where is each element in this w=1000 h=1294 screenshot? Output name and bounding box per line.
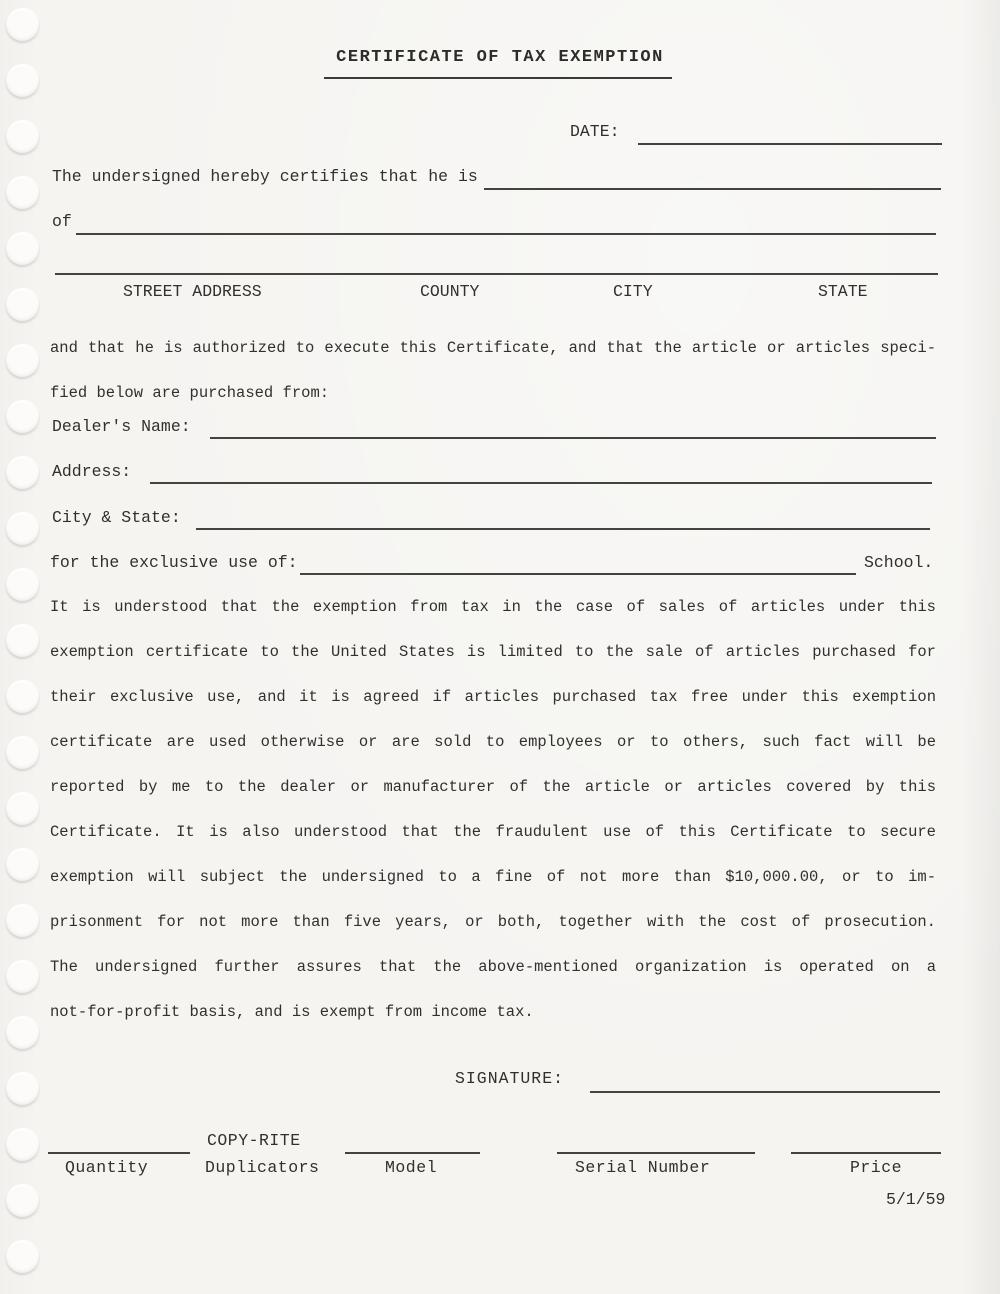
- body-line: It is understood that the exemption from tax in the case of sales of articles under this: [50, 598, 936, 616]
- body-line: reported by me to the dealer or manufacturer of the article or articles covered by this: [50, 778, 936, 796]
- price-label: Price: [850, 1158, 903, 1177]
- brand-name-line2: Duplicators: [205, 1158, 320, 1177]
- binder-hole: [6, 344, 39, 377]
- binder-hole: [6, 512, 39, 545]
- binder-hole: [6, 736, 39, 769]
- serial-blank-line: [557, 1152, 755, 1154]
- binder-hole: [6, 64, 39, 97]
- dealer-name-label: Dealer's Name:: [52, 417, 191, 436]
- binder-hole: [6, 792, 39, 825]
- body-line: not-for-profit basis, and is exempt from income tax.: [50, 1003, 534, 1021]
- body-line: certificate are used otherwise or are sold to employees or to others, such fact will be: [50, 733, 936, 751]
- binder-hole: [6, 176, 39, 209]
- binder-hole: [6, 1128, 39, 1161]
- binder-hole: [6, 848, 39, 881]
- exclusive-use-blank-line: [300, 573, 856, 575]
- dealer-name-blank-line: [210, 437, 936, 439]
- address-rule-line: [55, 273, 938, 275]
- binder-hole: [6, 1016, 39, 1049]
- of-label: of: [52, 212, 72, 231]
- quantity-blank-line: [48, 1152, 190, 1154]
- form-title: CERTIFICATE OF TAX EXEMPTION: [336, 48, 664, 67]
- body-line: their exclusive use, and it is agreed if articles purchased tax free under this exemption: [50, 688, 936, 706]
- binder-hole: [6, 568, 39, 601]
- binder-hole: [6, 120, 39, 153]
- binder-hole: [6, 232, 39, 265]
- brand-name-line1: COPY-RITE: [207, 1131, 301, 1150]
- certify-intro-text: The undersigned hereby certifies that he is: [52, 167, 478, 186]
- certify-blank-line: [484, 188, 941, 190]
- body-line: exemption will subject the undersigned to a fine of not more than $10,000.00, or to im-: [50, 868, 936, 886]
- form-date-stamp: 5/1/59: [886, 1190, 946, 1209]
- binder-hole: [6, 624, 39, 657]
- binder-hole: [6, 288, 39, 321]
- binder-hole: [6, 8, 39, 41]
- binder-hole: [6, 1184, 39, 1217]
- binder-hole: [6, 400, 39, 433]
- date-label: DATE:: [570, 122, 620, 141]
- body-line: prisonment for not more than five years, or both, together with the cost of prosecution.: [50, 913, 936, 931]
- model-blank-line: [345, 1152, 480, 1154]
- city-state-blank-line: [196, 528, 930, 530]
- binder-hole: [6, 456, 39, 489]
- address-label: Address:: [52, 462, 132, 481]
- city-label: CITY: [613, 282, 653, 301]
- date-blank-line: [638, 143, 942, 145]
- binder-hole: [6, 904, 39, 937]
- city-state-label: City & State:: [52, 508, 181, 527]
- authorized-line-1: and that he is authorized to execute this Certificate, and that the article or articles speci-: [50, 339, 936, 357]
- model-label: Model: [385, 1158, 438, 1177]
- quantity-label: Quantity: [65, 1158, 149, 1177]
- address-blank-line: [150, 482, 932, 484]
- of-blank-line: [76, 233, 936, 235]
- signature-label: SIGNATURE:: [455, 1069, 565, 1088]
- county-label: COUNTY: [420, 282, 480, 301]
- binder-hole: [6, 1240, 39, 1273]
- street-address-label: STREET ADDRESS: [123, 282, 262, 301]
- binder-hole: [6, 680, 39, 713]
- signature-blank-line: [590, 1091, 940, 1093]
- body-line: exemption certificate to the United States is limited to the sale of articles purchased for: [50, 643, 936, 661]
- serial-number-label: Serial Number: [575, 1158, 711, 1177]
- body-paragraph: [50, 585, 936, 1035]
- binder-hole: [6, 960, 39, 993]
- exclusive-use-label: for the exclusive use of:: [50, 553, 298, 572]
- school-suffix: School.: [864, 553, 934, 572]
- state-label: STATE: [818, 282, 868, 301]
- authorized-line-2: fied below are purchased from:: [50, 384, 330, 402]
- body-line: The undersigned further assures that the above-mentioned organization is operated on a: [50, 958, 936, 976]
- binder-hole: [6, 1072, 39, 1105]
- body-line: Certificate. It is also understood that the fraudulent use of this Certificate to secure: [50, 823, 936, 841]
- title-underline: [324, 77, 672, 79]
- price-blank-line: [791, 1152, 941, 1154]
